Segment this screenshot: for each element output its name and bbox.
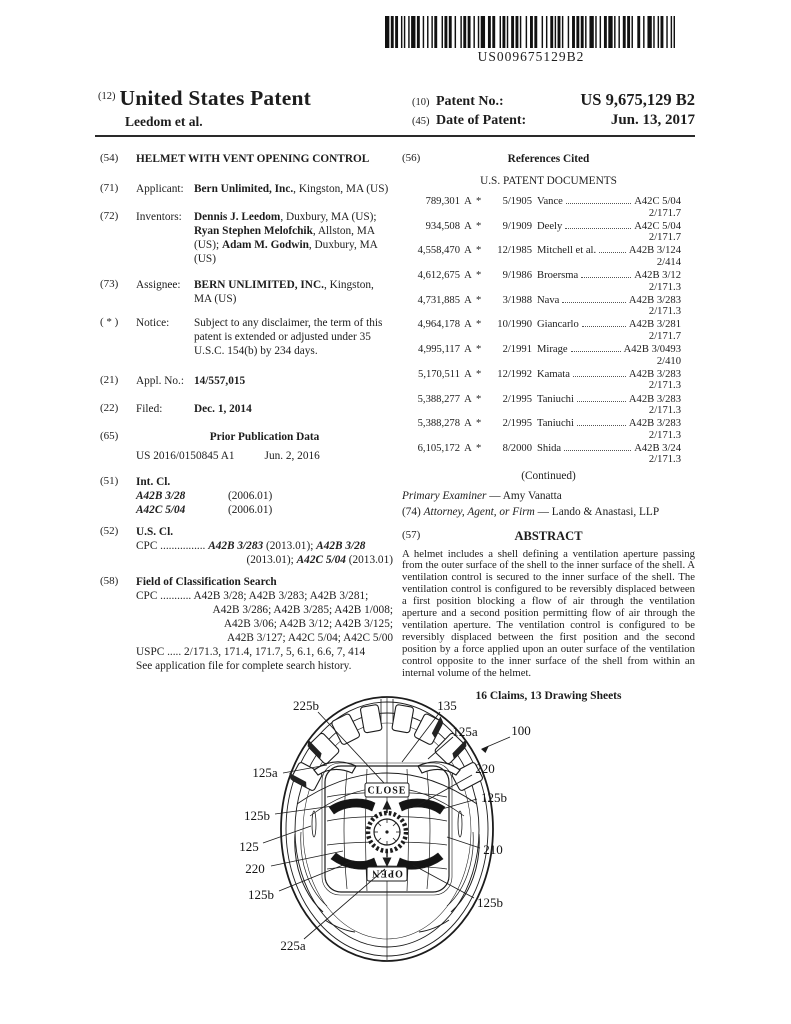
reference-entry (402, 196, 681, 219)
date-of-patent: Jun. 13, 2017 (610, 112, 695, 128)
ref-inventor-name: Taniuchi (537, 393, 574, 405)
ref-leader-dots (571, 351, 621, 352)
figure-ref-label: 220 (245, 861, 265, 876)
ref-patent-number: 4,612,675 (417, 270, 460, 282)
header-right (412, 90, 695, 131)
ref-kind-code: A (464, 294, 472, 306)
ref-patent-number: 4,731,885 (417, 294, 460, 306)
references-continued: (Continued) (521, 470, 576, 483)
ref-100-arrowhead (481, 746, 489, 754)
patent-no-ref-number: (10) (412, 97, 430, 108)
ref-date: 3/1988 (502, 294, 532, 306)
drawing-figure (232, 686, 572, 986)
ref-inventor-name: Mirage (537, 344, 568, 356)
field-int-cl (100, 475, 393, 517)
publication-number: US 2016/0150845 A1 (136, 450, 235, 462)
field-number: (52) (100, 525, 119, 537)
ref-kind-code: A (464, 442, 472, 454)
figure-ref-label: 135 (437, 698, 457, 713)
us-cl-cpc-line1: CPC ................ A42B 3/283 (2013.01); A42B 3/28 (136, 540, 366, 552)
primary-examiner-line: Primary Examiner — Amy Vanatta (402, 490, 562, 503)
ref-classification: A42B 3/281 (628, 319, 681, 331)
barcode-bars (385, 16, 675, 48)
ref-subclassification: 2/171.7 (648, 207, 681, 219)
filed-label: Filed: (136, 403, 163, 415)
date-ref-number: (45) (412, 116, 430, 127)
ref-star: * (476, 196, 482, 207)
ref-date: 12/1985 (497, 245, 532, 257)
ref-date: 2/1991 (502, 344, 532, 356)
document-title: United States Patent (119, 86, 312, 110)
ref-patent-number: 5,388,277 (417, 393, 460, 405)
ref-leader-dots (577, 401, 626, 402)
reference-entry (402, 418, 681, 441)
publication-date: Jun. 2, 2016 (264, 450, 320, 462)
abstract-heading (402, 529, 695, 545)
fos-uspc-line: USPC ..... 2/171.3, 171.4, 171.7, 5, 6.1, 6.6, 7, 414 (136, 646, 366, 658)
ref-classification: A42B 3/283 (628, 294, 681, 306)
ref-date: 5/1905 (502, 196, 532, 207)
ref-leader-dots (577, 425, 626, 426)
int-cl-version: (2006.01) (228, 504, 273, 516)
ref-subclassification: 2/171.3 (648, 405, 681, 417)
us-patent-documents-subheading: U.S. PATENT DOCUMENTS (480, 175, 617, 187)
ref-leader-dots (565, 228, 631, 229)
ref-star: * (476, 294, 482, 306)
ref-inventor-name: Deely (537, 220, 563, 232)
figure-ref-label: 125a (452, 724, 478, 739)
left-column (100, 152, 393, 673)
ref-kind-code: A (464, 270, 472, 282)
ref-leader-dots (581, 277, 631, 278)
field-prior-publication (100, 430, 393, 463)
prior-pub-heading: Prior Publication Data (209, 431, 320, 443)
us-cl-cpc-line2: (2013.01); A42C 5/04 (2013.01) (246, 554, 393, 566)
ref-classification: A42B 3/283 (628, 368, 681, 380)
figure-ref-label: 125b (248, 887, 274, 902)
ref-classification: A42B 3/283 (628, 418, 681, 430)
filed-value: Dec. 1, 2014 (194, 403, 252, 415)
ref-kind-code: A (464, 344, 472, 356)
ref-classification: A42B 3/283 (628, 393, 681, 405)
header-left (98, 86, 311, 130)
us-cl-heading: U.S. Cl. (136, 526, 174, 538)
figure-ref-label: 225b (293, 698, 319, 713)
ref-star: * (476, 393, 482, 405)
figure-ref-label: 220 (475, 761, 495, 776)
kind-code-number: (12) (98, 91, 116, 102)
ref-inventor-name: Broersma (537, 270, 579, 282)
appl-no-label: Appl. No.: (136, 375, 185, 387)
ref-star: * (476, 368, 482, 380)
ref-inventor-name: Vance (537, 196, 563, 207)
patent-number: US 9,675,129 B2 (580, 90, 695, 109)
field-number: ( * ) (100, 316, 119, 328)
field-number: (51) (100, 475, 119, 487)
reference-entry (402, 245, 681, 268)
reference-entry (402, 344, 681, 367)
field-number: (57) (402, 529, 421, 542)
ref-date: 9/1909 (502, 220, 532, 232)
ref-leader-dots (582, 326, 626, 327)
reference-entry (402, 369, 681, 392)
reference-entry (402, 221, 681, 244)
ref-kind-code: A (464, 319, 472, 331)
right-column (402, 152, 695, 703)
ref-classification: A42C 5/04 (634, 220, 681, 232)
ref-patent-number: 5,388,278 (417, 418, 460, 430)
field-number: (65) (100, 430, 119, 442)
ref-star: * (476, 245, 482, 257)
helmet-bottom-view-drawing (232, 686, 572, 986)
ref-patent-number: 5,170,511 (418, 368, 460, 380)
fos-note: See application file for complete search history. (136, 660, 352, 672)
ref-subclassification: 2/414 (656, 256, 681, 268)
appl-no-value: 14/557,015 (194, 375, 246, 387)
ref-subclassification: 2/171.7 (648, 232, 681, 244)
ref-patent-number: 789,301 (425, 196, 460, 207)
figure-ref-label: 100 (511, 723, 531, 738)
ref-leader-dots (573, 376, 626, 377)
barcode (385, 16, 677, 65)
ref-star: * (476, 220, 482, 232)
ref-kind-code: A (464, 220, 472, 232)
ref-patent-number: 4,558,470 (417, 245, 460, 257)
ref-leader-dots (566, 203, 631, 204)
assignee-value: BERN UNLIMITED, INC., Kingston, MA (US) (194, 279, 374, 305)
abstract-heading-text: ABSTRACT (514, 529, 583, 544)
ref-star: * (476, 319, 482, 331)
ref-patent-number: 4,995,117 (418, 344, 460, 356)
ref-classification: A42B 3/24 (634, 442, 681, 454)
figure-ref-label: 125b (481, 790, 507, 805)
ref-date: 10/1990 (497, 319, 532, 331)
ref-inventor-name: Kamata (537, 368, 570, 380)
ref-classification: A42C 5/04 (634, 196, 681, 207)
ref-subclassification: 2/410 (656, 355, 681, 367)
patent-no-label: Patent No.: (436, 94, 504, 109)
field-number: (71) (100, 182, 119, 194)
notice-label: Notice: (136, 317, 170, 329)
ref-kind-code: A (464, 196, 472, 207)
ref-leader-dots (564, 450, 631, 451)
ref-subclassification: 2/171.3 (648, 306, 681, 318)
fos-cpc-line: CPC ........... A42B 3/28; A42B 3/283; A42B 3/281; (136, 590, 369, 602)
int-cl-heading: Int. Cl. (136, 476, 171, 488)
ref-inventor-name: Shida (537, 442, 562, 454)
fos-cpc-line: A42B 3/06; A42B 3/12; A42B 3/125; (223, 618, 393, 630)
ref-star: * (476, 270, 482, 282)
field-inventors (100, 210, 393, 266)
assignee-label: Assignee: (136, 279, 181, 291)
references-list (402, 196, 695, 466)
ref-star: * (476, 418, 482, 430)
barcode-number: US009675129B2 (477, 49, 585, 64)
ref-subclassification: 2/171.3 (648, 429, 681, 441)
ref-subclassification: 2/171.3 (648, 281, 681, 293)
ref-subclassification: 2/171.3 (648, 454, 681, 466)
field-notice (100, 316, 393, 358)
slider-flap-top-right (399, 799, 445, 814)
field-number: (21) (100, 374, 119, 386)
ref-kind-code: A (464, 368, 472, 380)
reference-entry (402, 443, 681, 466)
figure-ref-label: 210 (483, 842, 503, 857)
ref-star: * (476, 344, 482, 356)
ref-kind-code: A (464, 245, 472, 257)
int-cl-version: (2006.01) (228, 490, 273, 502)
fos-cpc-line: A42B 3/286; A42B 3/285; A42B 1/008; (212, 604, 393, 616)
ref-date: 8/2000 (502, 442, 532, 454)
reference-entry (402, 270, 681, 293)
reference-entry (402, 295, 681, 318)
field-number: (72) (100, 210, 119, 222)
int-cl-class: A42B 3/28 (136, 490, 186, 502)
ref-patent-number: 4,964,178 (417, 319, 460, 331)
references-cited-heading (402, 152, 695, 166)
reference-entry (402, 394, 681, 417)
field-of-search-heading: Field of Classification Search (136, 576, 277, 588)
ref-date: 2/1995 (502, 418, 532, 430)
field-number: (58) (100, 575, 119, 587)
applicant-value: Bern Unlimited, Inc., Kingston, MA (US) (194, 183, 389, 195)
ref-leader-dots (599, 252, 626, 253)
ref-patent-number: 6,105,172 (417, 442, 460, 454)
references-heading-text: References Cited (507, 153, 590, 165)
ref-date: 9/1986 (502, 270, 532, 282)
claims-sheets-line: 16 Claims, 13 Drawing Sheets (475, 689, 622, 702)
applicant-label: Applicant: (136, 183, 184, 195)
slider-flap-top-left (329, 799, 375, 814)
vent-control-dial (368, 813, 406, 851)
notice-text: Subject to any disclaimer, the term of this patent is extended or adjusted under 35 U.S.C. 154(b) by 234 days. (194, 317, 383, 357)
header-divider (95, 135, 695, 137)
inventors-value: Dennis J. Leedom, Duxbury, MA (US); Ryan Stephen Melofchik, Allston, MA (US); Adam M. Godwin, Duxbury, MA (US) (194, 211, 378, 265)
close-label: CLOSE (367, 785, 407, 797)
ref-inventor-name: Taniuchi (537, 418, 574, 430)
top-vent-slots (287, 704, 483, 791)
field-assignee (100, 278, 393, 306)
field-number: (54) (100, 152, 119, 164)
ref-subclassification: 2/171.3 (648, 380, 681, 392)
open-label: OPEN (371, 867, 403, 879)
invention-title: HELMET WITH VENT OPENING CONTROL (136, 153, 370, 165)
field-us-cl (100, 525, 393, 567)
ref-subclassification: 2/171.7 (648, 331, 681, 343)
field-of-search (100, 575, 393, 673)
ref-classification: A42B 3/124 (628, 245, 681, 257)
field-filed (100, 402, 393, 416)
ref-classification: A42B 3/0493 (623, 344, 681, 356)
attorney-line: (74) Attorney, Agent, or Firm — Lando & Anastasi, LLP (402, 506, 660, 519)
int-cl-class: A42C 5/04 (136, 504, 186, 516)
ref-date: 12/1992 (497, 368, 532, 380)
figure-ref-label: 225a (280, 938, 306, 953)
field-appl-no (100, 374, 393, 388)
field-number: (56) (402, 152, 421, 164)
figure-ref-label: 125b (244, 808, 270, 823)
abstract-text: A helmet includes a shell defining a ventilation aperture passing from the outer surface of the shell to the inner surface of the shell. A ventilation control is secured to the inner surface of the shell. The ventilation control is configured to be reversibly displaced between a first position blocking a flow of air through the ventilation aperture and a second position permitting flow of air through the ventilation aperture. The ventilation control is configured to be reversibly displaced between the first position and the second position by a force applied upon an outer surface of the ventilation control opposite to the inner surface of the shell from within an internal volume of the helmet. (402, 547, 695, 679)
inventors-label: Inventors: (136, 211, 182, 223)
ref-kind-code: A (464, 418, 472, 430)
figure-ref-label: 125 (239, 839, 259, 854)
fos-cpc-line: A42B 3/127; A42C 5/04; A42C 5/00 (226, 632, 393, 644)
field-title (100, 152, 393, 166)
field-applicant (100, 182, 393, 196)
ref-patent-number: 934,508 (425, 220, 460, 232)
ref-inventor-name: Mitchell et al. (537, 245, 597, 257)
field-number: (73) (100, 278, 119, 290)
barcode-image (385, 16, 677, 48)
ref-inventor-name: Giancarlo (537, 319, 579, 331)
date-of-patent-label: Date of Patent: (436, 113, 527, 128)
field-number: (22) (100, 402, 119, 414)
ref-star: * (476, 442, 482, 454)
figure-ref-label: 125a (252, 765, 278, 780)
ref-date: 2/1995 (502, 393, 532, 405)
ref-kind-code: A (464, 393, 472, 405)
ref-leader-dots (562, 302, 626, 303)
reference-entry (402, 319, 681, 342)
ref-classification: A42B 3/12 (634, 270, 681, 282)
ref-inventor-name: Nava (537, 294, 560, 306)
figure-ref-label: 125b (477, 895, 503, 910)
first-named-inventor: Leedom et al. (125, 114, 203, 129)
